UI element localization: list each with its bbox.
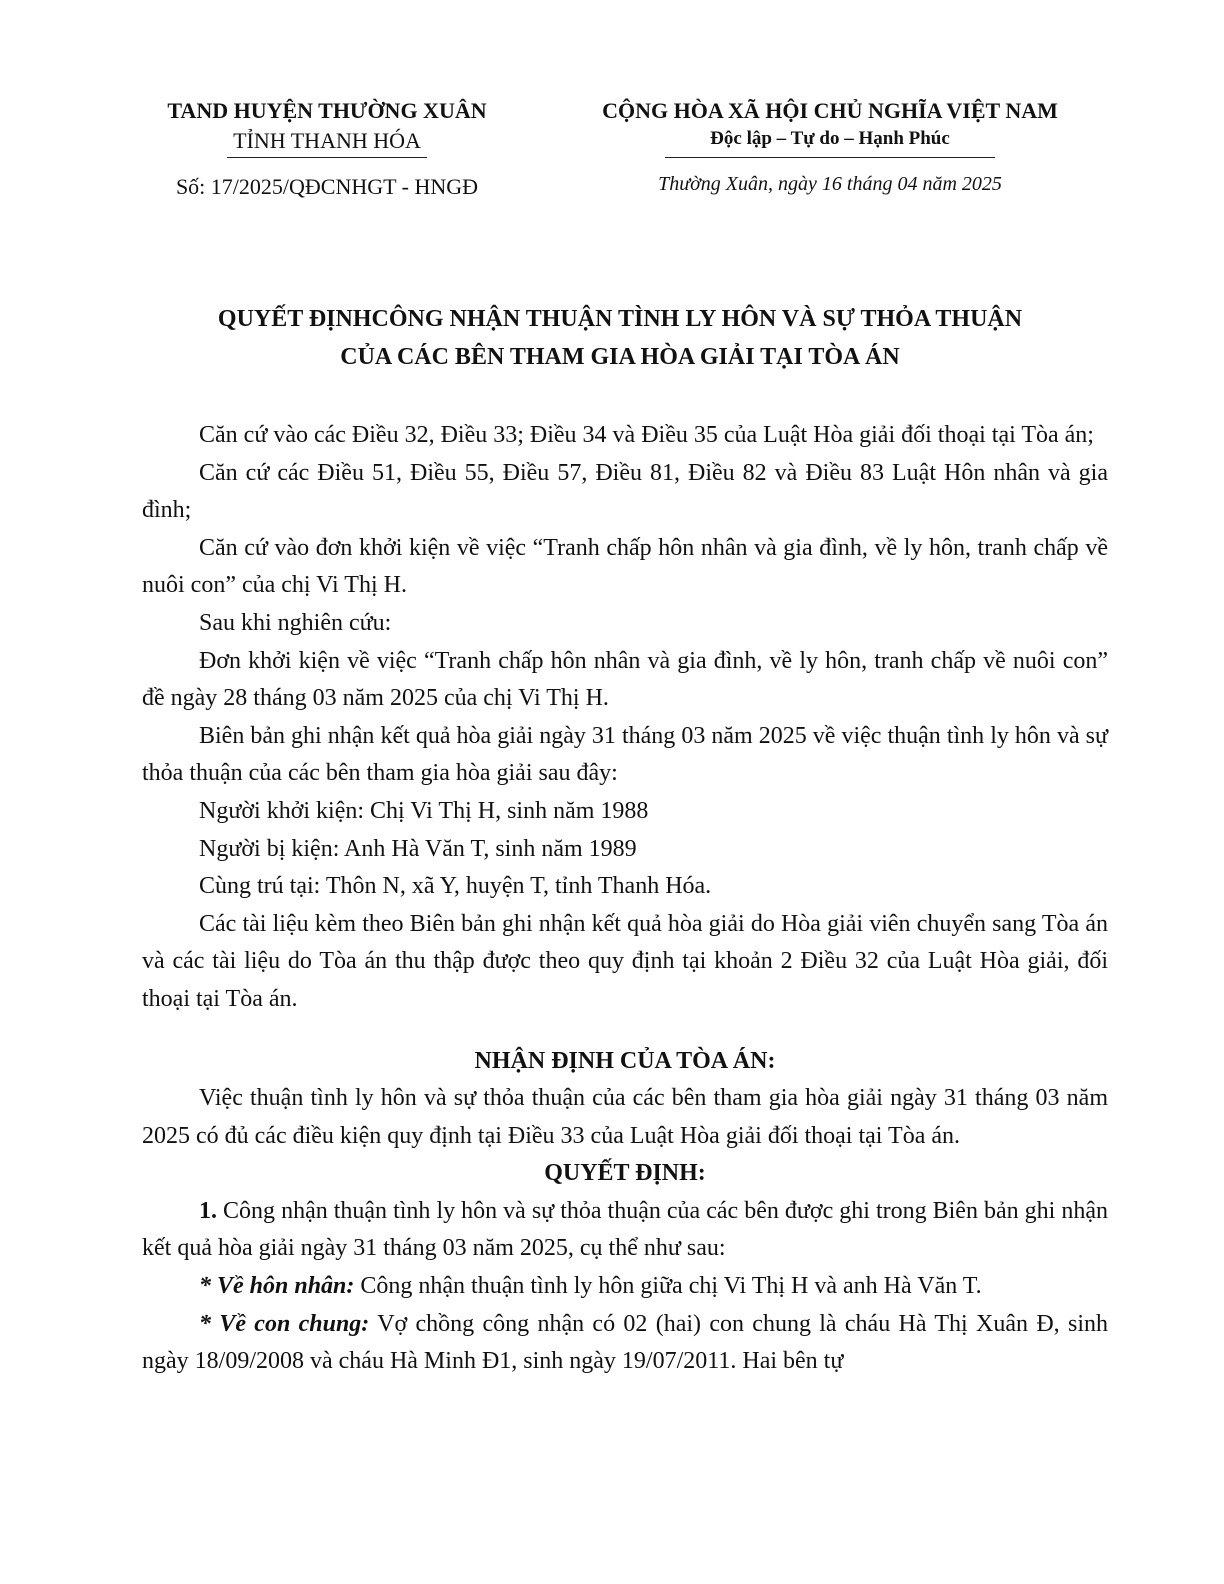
court-province: TỈNH THANH HÓA	[233, 128, 421, 153]
legal-basis-3: Căn cứ vào đơn khởi kiện về việc “Tranh chấp hôn nhân và gia đình, về ly hôn, tranh chấp về nuôi con” của chị Vi Thị H.	[142, 534, 1108, 599]
decision-item-text: Công nhận thuận tình ly hôn và sự thỏa thuận của các bên được ghi trong Biên bản ghi nhận kết quả hòa giải ngày 31 tháng 03 năm 2025, cụ thể như sau:	[142, 1197, 1108, 1262]
legal-basis-1: Căn cứ vào các Điều 32, Điều 33; Điều 34 và Điều 35 của Luật Hòa giải đối thoại tại Tòa án;	[199, 422, 1094, 448]
document-number: Số: 17/2025/QĐCNHGT - HNGĐ	[175, 174, 479, 199]
decision-item-number: 1.	[199, 1197, 217, 1224]
national-header	[560, 96, 1100, 158]
title-line-2: CỦA CÁC BÊN THAM GIA HÒA GIẢI TẠI TÒA ÁN	[340, 344, 900, 370]
assessment-heading: NHẬN ĐỊNH CỦA TÒA ÁN:	[474, 1047, 776, 1074]
mediation-record-paragraph: Biên bản ghi nhận kết quả hòa giải ngày 31 tháng 03 năm 2025 về việc thuận tình ly hôn và sự thỏa thuận của các bên tham gia hòa giải sau đây:	[142, 722, 1108, 787]
petition-paragraph: Đơn khởi kiện về việc “Tranh chấp hôn nhân và gia đình, về ly hôn, tranh chấp về nuôi con” đề ngày 28 tháng 03 năm 2025 của chị Vi Thị H.	[142, 647, 1108, 712]
motto-underline	[665, 157, 995, 158]
legal-basis-2: Căn cứ các Điều 51, Điều 55, Điều 57, Điều 81, Điều 82 và Điều 83 Luật Hôn nhân và gia đình;	[142, 459, 1108, 524]
court-underline	[227, 157, 427, 158]
residence: Cùng trú tại: Thôn N, xã Y, huyện T, tỉnh Thanh Hóa.	[199, 873, 712, 900]
decision-heading: QUYẾT ĐỊNH:	[544, 1160, 706, 1187]
after-review: Sau khi nghiên cứu:	[199, 609, 392, 636]
children-label: * Về con chung:	[199, 1310, 370, 1337]
place-date: Thường Xuân, ngày 16 tháng 04 năm 2025	[658, 173, 1002, 195]
attached-documents: Các tài liệu kèm theo Biên bản ghi nhận kết quả hòa giải do Hòa giải viên chuyển sang Tòa án và các tài liệu do Tòa án thu thập được theo quy định tại khoản 2 Điều 32 của Luật Hòa giải, đối thoại tại Tòa án.	[142, 910, 1108, 1012]
children-text: Vợ chồng công nhận có 02 (hai) con chung là cháu Hà Thị Xuân Đ, sinh ngày 18/09/2008 và cháu Hà Minh Đ1, sinh ngày 19/07/2011. Hai bên tự	[142, 1310, 1108, 1375]
title-line-1: QUYẾT ĐỊNHCÔNG NHẬN THUẬN TÌNH LY HÔN VÀ SỰ THỎA THUẬN	[217, 306, 1023, 332]
marriage-clause	[142, 1268, 1108, 1306]
marriage-text: Công nhận thuận tình ly hôn giữa chị Vi Thị H và anh Hà Văn T.	[360, 1273, 982, 1300]
national-motto: Độc lập – Tự do – Hạnh Phúc	[710, 128, 950, 149]
assessment-text: Việc thuận tình ly hôn và sự thỏa thuận của các bên tham gia hòa giải ngày 31 tháng 03 năm 2025 có đủ các điều kiện quy định tại Điều 33 của Luật Hòa giải đối thoại tại Tòa án.	[142, 1085, 1108, 1149]
court-name: TAND HUYỆN THƯỜNG XUÂN	[167, 98, 487, 123]
marriage-label: * Về hôn nhân:	[199, 1273, 355, 1300]
defendant: Người bị kiện: Anh Hà Văn T, sinh năm 1989	[199, 835, 637, 862]
document-body	[142, 417, 1108, 1381]
document-title	[120, 300, 1120, 376]
children-clause	[142, 1306, 1108, 1381]
court-header	[120, 96, 534, 158]
republic-name: CỘNG HÒA XÃ HỘI CHỦ NGHĨA VIỆT NAM	[602, 98, 1058, 123]
plaintiff: Người khởi kiện: Chị Vi Thị H, sinh năm 1988	[199, 797, 649, 824]
decision-item-1	[142, 1193, 1108, 1268]
